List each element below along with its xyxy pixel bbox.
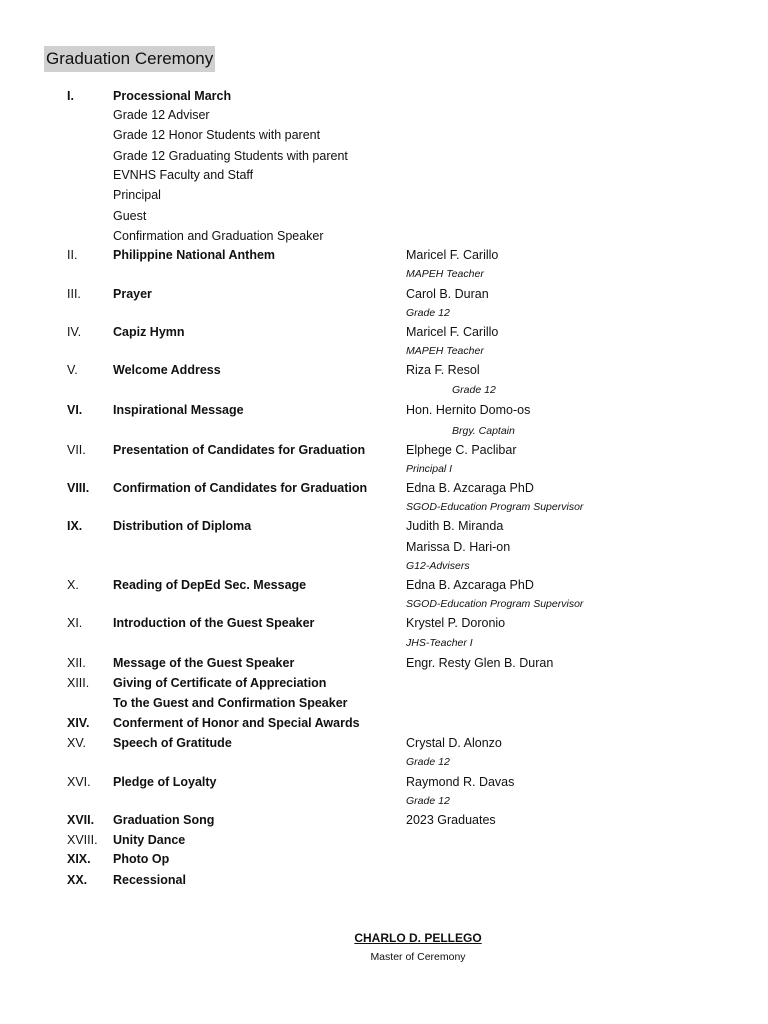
program-item: Pledge of Loyalty <box>113 775 217 789</box>
program-item: Philippine National Anthem <box>113 248 276 262</box>
program-item: Processional March <box>113 89 232 103</box>
presenter-name: Engr. Resty Glen B. Duran <box>406 656 554 670</box>
program-item: Speech of Gratitude <box>113 736 232 750</box>
presenter-role: Grade 12 <box>452 384 496 396</box>
program-item: Distribution of Diploma <box>113 519 252 533</box>
item-number: XVI. <box>67 775 91 789</box>
signatory-name: CHARLO D. PELLEGO <box>354 931 482 945</box>
item-number: XIII. <box>67 676 90 690</box>
program-item: Capiz Hymn <box>113 325 185 339</box>
item-number: VII. <box>67 443 86 457</box>
presenter-name: Riza F. Resol <box>406 363 480 377</box>
presenter-role: JHS-Teacher I <box>406 637 473 649</box>
program-item: Unity Dance <box>113 833 186 847</box>
item-number: I. <box>67 89 74 103</box>
item-number: XX. <box>67 873 88 887</box>
program-item: To the Guest and Confirmation Speaker <box>113 696 348 710</box>
item-number: XI. <box>67 616 83 630</box>
presenter-name: Hon. Hernito Domo-os <box>406 403 531 417</box>
program-item: Introduction of the Guest Speaker <box>113 616 315 630</box>
program-item: Guest <box>113 209 147 223</box>
presenter-role: MAPEH Teacher <box>406 268 484 280</box>
item-number: IX. <box>67 519 83 533</box>
item-number: XVIII. <box>67 833 98 847</box>
item-number: VIII. <box>67 481 90 495</box>
presenter-role: Grade 12 <box>406 307 450 319</box>
item-number: II. <box>67 248 78 262</box>
program-item: Presentation of Candidates for Graduation <box>113 443 366 457</box>
presenter-name: Edna B. Azcaraga PhD <box>406 578 534 592</box>
program-item: Confirmation and Graduation Speaker <box>113 229 324 243</box>
presenter-name: 2023 Graduates <box>406 813 496 827</box>
item-number: XV. <box>67 736 87 750</box>
item-number: V. <box>67 363 78 377</box>
program-item: Reading of DepEd Sec. Message <box>113 578 307 592</box>
program-item: Inspirational Message <box>113 403 244 417</box>
presenter-role: Brgy. Captain <box>452 425 515 437</box>
presenter-role: Grade 12 <box>406 756 450 768</box>
presenter-role: SGOD-Education Program Supervisor <box>406 598 584 610</box>
program-item: Confirmation of Candidates for Graduation <box>113 481 368 495</box>
program-item: Photo Op <box>113 852 170 866</box>
presenter-name: Raymond R. Davas <box>406 775 515 789</box>
page-title: Graduation Ceremony <box>44 46 215 72</box>
presenter-name: Maricel F. Carillo <box>406 325 499 339</box>
presenter-role: SGOD-Education Program Supervisor <box>406 501 584 513</box>
program-item: Welcome Address <box>113 363 221 377</box>
program-item: Prayer <box>113 287 152 301</box>
program-item: Grade 12 Graduating Students with parent <box>113 149 348 163</box>
program-item: Grade 12 Honor Students with parent <box>113 128 321 142</box>
presenter-role: MAPEH Teacher <box>406 345 484 357</box>
presenter-name: Elphege C. Paclibar <box>406 443 517 457</box>
presenter-role: G12-Advisers <box>406 560 470 572</box>
program-item: Grade 12 Adviser <box>113 108 210 122</box>
presenter-name: Edna B. Azcaraga PhD <box>406 481 534 495</box>
item-number: XII. <box>67 656 86 670</box>
presenter-role: Principal I <box>406 463 453 475</box>
item-number: X. <box>67 578 79 592</box>
presenter-name: Carol B. Duran <box>406 287 489 301</box>
item-number: XVII. <box>67 813 95 827</box>
program-item: Giving of Certificate of Appreciation <box>113 676 327 690</box>
program-item: EVNHS Faculty and Staff <box>113 168 254 182</box>
program-item: Principal <box>113 188 161 202</box>
item-number: III. <box>67 287 81 301</box>
item-number: XIX. <box>67 852 91 866</box>
presenter-name: Maricel F. Carillo <box>406 248 499 262</box>
presenter-name: Krystel P. Doronio <box>406 616 506 630</box>
program-item: Message of the Guest Speaker <box>113 656 295 670</box>
item-number: VI. <box>67 403 83 417</box>
presenter-role: Grade 12 <box>406 795 450 807</box>
item-number: IV. <box>67 325 82 339</box>
program-item: Graduation Song <box>113 813 215 827</box>
presenter-name: Marissa D. Hari-on <box>406 540 511 554</box>
signatory-role: Master of Ceremony <box>370 951 466 963</box>
item-number: XIV. <box>67 716 90 730</box>
presenter-name: Crystal D. Alonzo <box>406 736 502 750</box>
program-item: Recessional <box>113 873 186 887</box>
program-item: Conferment of Honor and Special Awards <box>113 716 360 730</box>
presenter-name: Judith B. Miranda <box>406 519 504 533</box>
